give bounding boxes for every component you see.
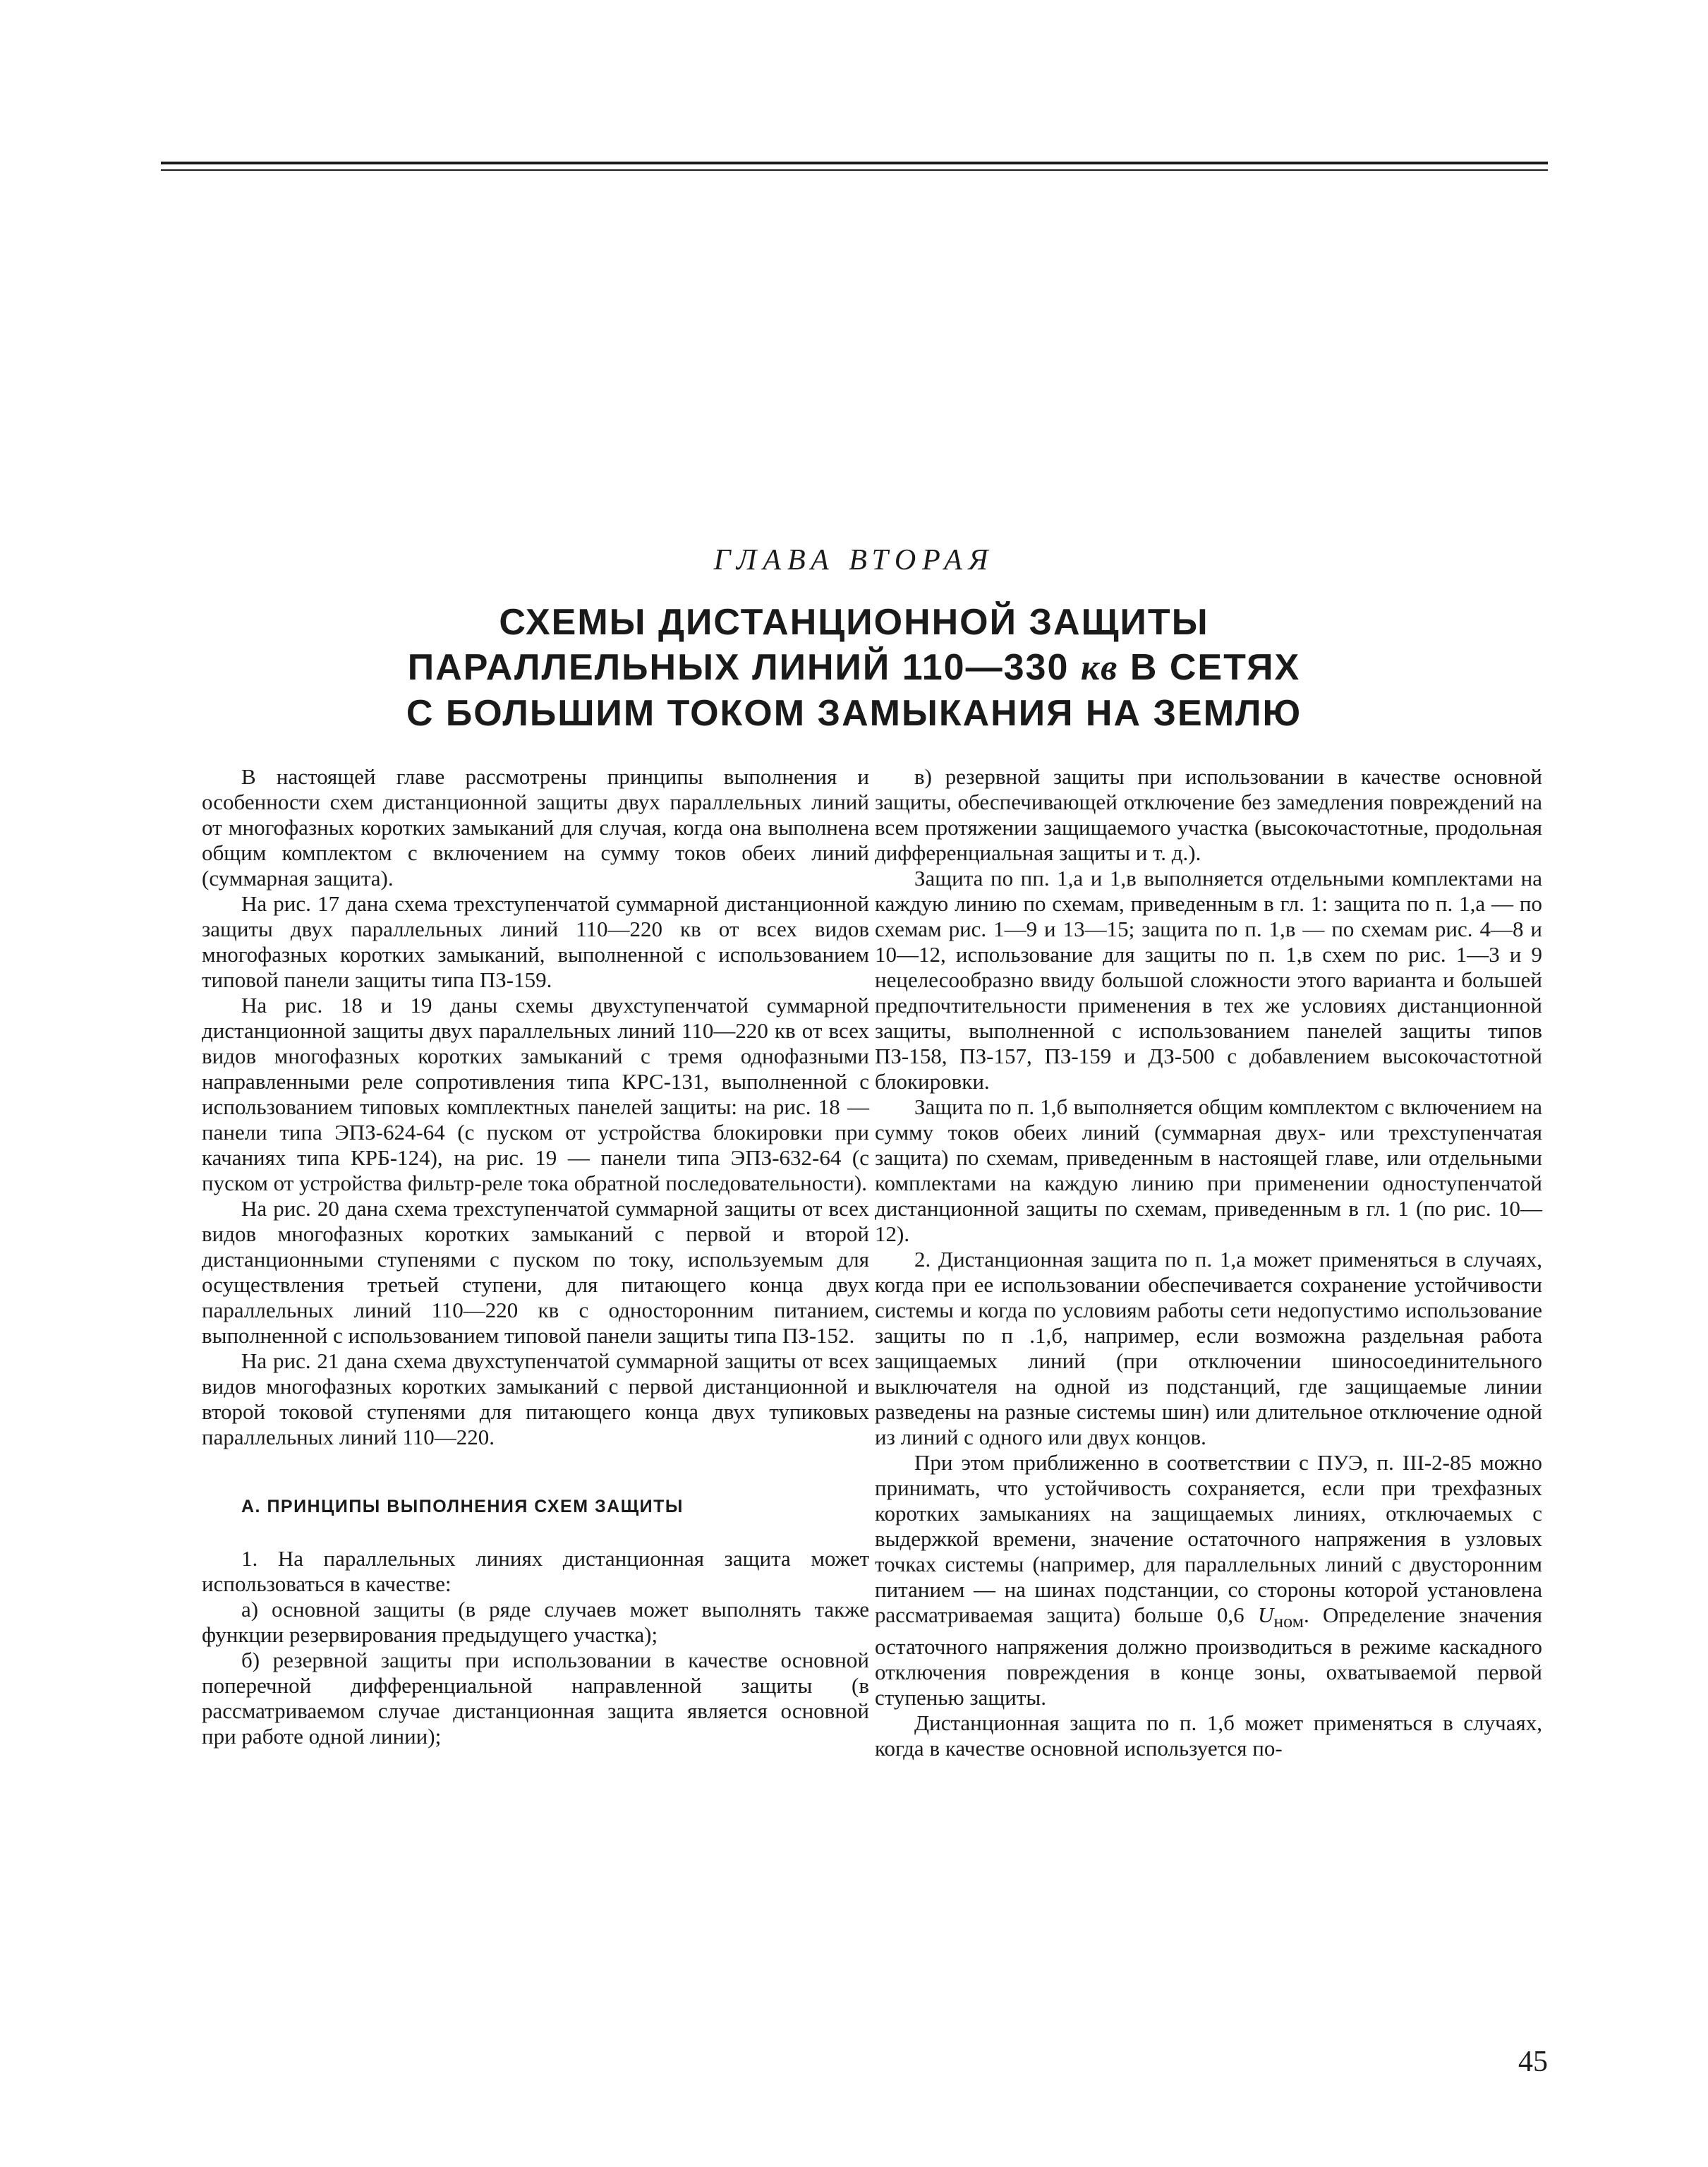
list-item-v: в) резервной защиты при использовании в качестве основной защиты, обеспечивающей отключение без замедления повреждений на всем протяжении защищаемого участка (высокочастотные, продольная дифференциальная защиты и т. д.). xyxy=(875,764,1542,865)
list-item-b: б) резервной защиты при использовании в качестве основной поперечной дифференциальной направленной защиты (в рассматриваемом случае дистанционная защита является основной при работе одной линии); xyxy=(202,1648,869,1749)
paragraph-common-set: Защита по п. 1,б выполняется общим комплектом с включением на сумму токов обеих линий (суммарная двух- или трехступенчатая защита) по схемам, приведенным в настоящей главе, или отдельными комплектами на каждую линию при применении одноступенчатой дистанционной защиты по схемам, приведенным в гл. 1 (по рис. 10—12). xyxy=(875,1094,1542,1246)
header-rule-thin xyxy=(161,169,1548,171)
paragraph-stability xyxy=(875,1450,1542,1710)
section-heading: А. ПРИНЦИПЫ ВЫПОЛНЕНИЯ СХЕМ ЗАЩИТЫ xyxy=(241,1497,684,1516)
voltage-subscript: ном xyxy=(1273,1611,1304,1632)
chapter-title-line-2 xyxy=(0,645,1708,691)
paragraph-applicability: 2. Дистанционная защита по п. 1,а может применяться в случаях, когда при ее использовании обеспечивается сохранение устойчивости системы и когда по условиям работы сети недопустимо использование защиты по п .1,б, например, если возможна раздельная работа защищаемых линий (при отключении шиносоединительного выключателя на одной из подстанций, где защищаемые линии разведены на разные системы шин) или длительное отключение одной из линий с одного или двух концов. xyxy=(875,1247,1542,1449)
paragraph-fig18-19: На рис. 18 и 19 даны схемы двухступенчатой суммарной дистанционной защиты двух параллельных линий 110—220 кв от всех видов многофазных коротких замыканий с тремя однофазными направленными реле сопротивления типа КРС-131, выполненной с использованием типовых комплектных панелей защиты: на рис. 18 — панели типа ЭПЗ-624-64 (с пуском от устройства блокировки при качаниях типа КРБ-124), на рис. 19 — панели типа ЭПЗ-632-64 (с пуском от устройства фильтр-реле тока обратной последовательности). xyxy=(202,993,869,1195)
left-column xyxy=(202,764,869,1749)
chapter-title-line-2-b: В СЕТЯХ xyxy=(1118,647,1301,688)
paragraph-usage: 1. На параллельных линиях дистанционная защита может использоваться в качестве: xyxy=(202,1546,869,1596)
paragraph-fig17: На рис. 17 дана схема трехступенчатой суммарной дистанционной защиты двух параллельных линий 110—220 кв от всех видов многофазных коротких замыканий, выполненной с использованием типовой панели защиты типа ПЗ-159. xyxy=(202,891,869,992)
voltage-symbol: U xyxy=(1257,1602,1274,1627)
chapter-title-line-1: СХЕМЫ ДИСТАНЦИОННОЙ ЗАЩИТЫ xyxy=(499,602,1209,643)
list-item-a: а) основной защиты (в ряде случаев может выполнять также функции резервирования предыдущего участка); xyxy=(202,1597,869,1647)
chapter-title-unit: кв xyxy=(1080,648,1119,688)
paragraph-continued: Дистанционная защита по п. 1,б может применяться в случаях, когда в качестве основной используется по- xyxy=(875,1710,1542,1761)
page-number: 45 xyxy=(1518,2046,1548,2078)
chapter-title xyxy=(0,600,1708,736)
paragraph-separate-sets: Защита по пп. 1,а и 1,в выполняется отдельными комплектами на каждую линию по схемам, приведенным в гл. 1: защита по п. 1,а — по схемам рис. 1—9 и 13—15; защита по п. 1,в — по схемам рис. 4—8 и 10—12, использование для защиты по п. 1,в схем по рис. 1—3 и 9 нецелесообразно ввиду большой сложности этого варианта и большей предпочтительности применения в тех же условиях дистанционной защиты, выполненной с использованием панелей защиты типов ПЗ-158, ПЗ-157, ПЗ-159 и ДЗ-500 с добавлением высокочастотной блокировки. xyxy=(875,866,1542,1094)
right-column xyxy=(875,764,1542,1761)
paragraph-fig20: На рис. 20 дана схема трехступенчатой суммарной защиты от всех видов многофазных коротких замыканий с первой и второй дистанционными ступенями с пуском по току, используемым для осуществления третьей ступени, для питающего конца двух параллельных линий 110—220 кв с односторонним питанием, выполненной с использованием типовой панели защиты типа ПЗ-152. xyxy=(202,1196,869,1348)
chapter-label: ГЛАВА ВТОРАЯ xyxy=(713,544,995,577)
paragraph-stability-a: При этом приближенно в соответствии с ПУЭ, п. III-2-85 можно принимать, что устойчивость сохраняется, если при трехфазных коротких замыканиях на защищаемых линиях, отключаемых с выдержкой времени, значение остаточного напряжения в узловых точках системы (например, для параллельных линий с двусторонним питанием — на шинах подстанции, со стороны которой установлена рассматриваемая защита) больше 0,6 xyxy=(875,1450,1542,1627)
header-rule-thick xyxy=(161,162,1548,164)
chapter-title-line-3: С БОЛЬШИМ ТОКОМ ЗАМЫКАНИЯ НА ЗЕМЛЮ xyxy=(406,693,1302,734)
paragraph-stability-b: . Определение значения остаточного напряжения должно производиться в режиме каскадного отключения повреждения в конце зоны, охватываемой первой ступенью защиты. xyxy=(875,1602,1543,1710)
paragraph-intro: В настоящей главе рассмотрены принципы выполнения и особенности схем дистанционной защиты двух параллельных линий от многофазных коротких замыканий для случая, когда она выполнена общим комплектом с включением на сумму токов обеих линий (суммарная защита). xyxy=(202,764,869,891)
chapter-title-line-2-a: ПАРАЛЛЕЛЬНЫХ ЛИНИЙ 110—330 xyxy=(407,647,1081,688)
paragraph-fig21: На рис. 21 дана схема двухступенчатой суммарной защиты от всех видов многофазных коротких замыканий с первой дистанционной и второй токовой ступенями для питающего конца двух тупиковых параллельных линий 110—220. xyxy=(202,1348,869,1449)
